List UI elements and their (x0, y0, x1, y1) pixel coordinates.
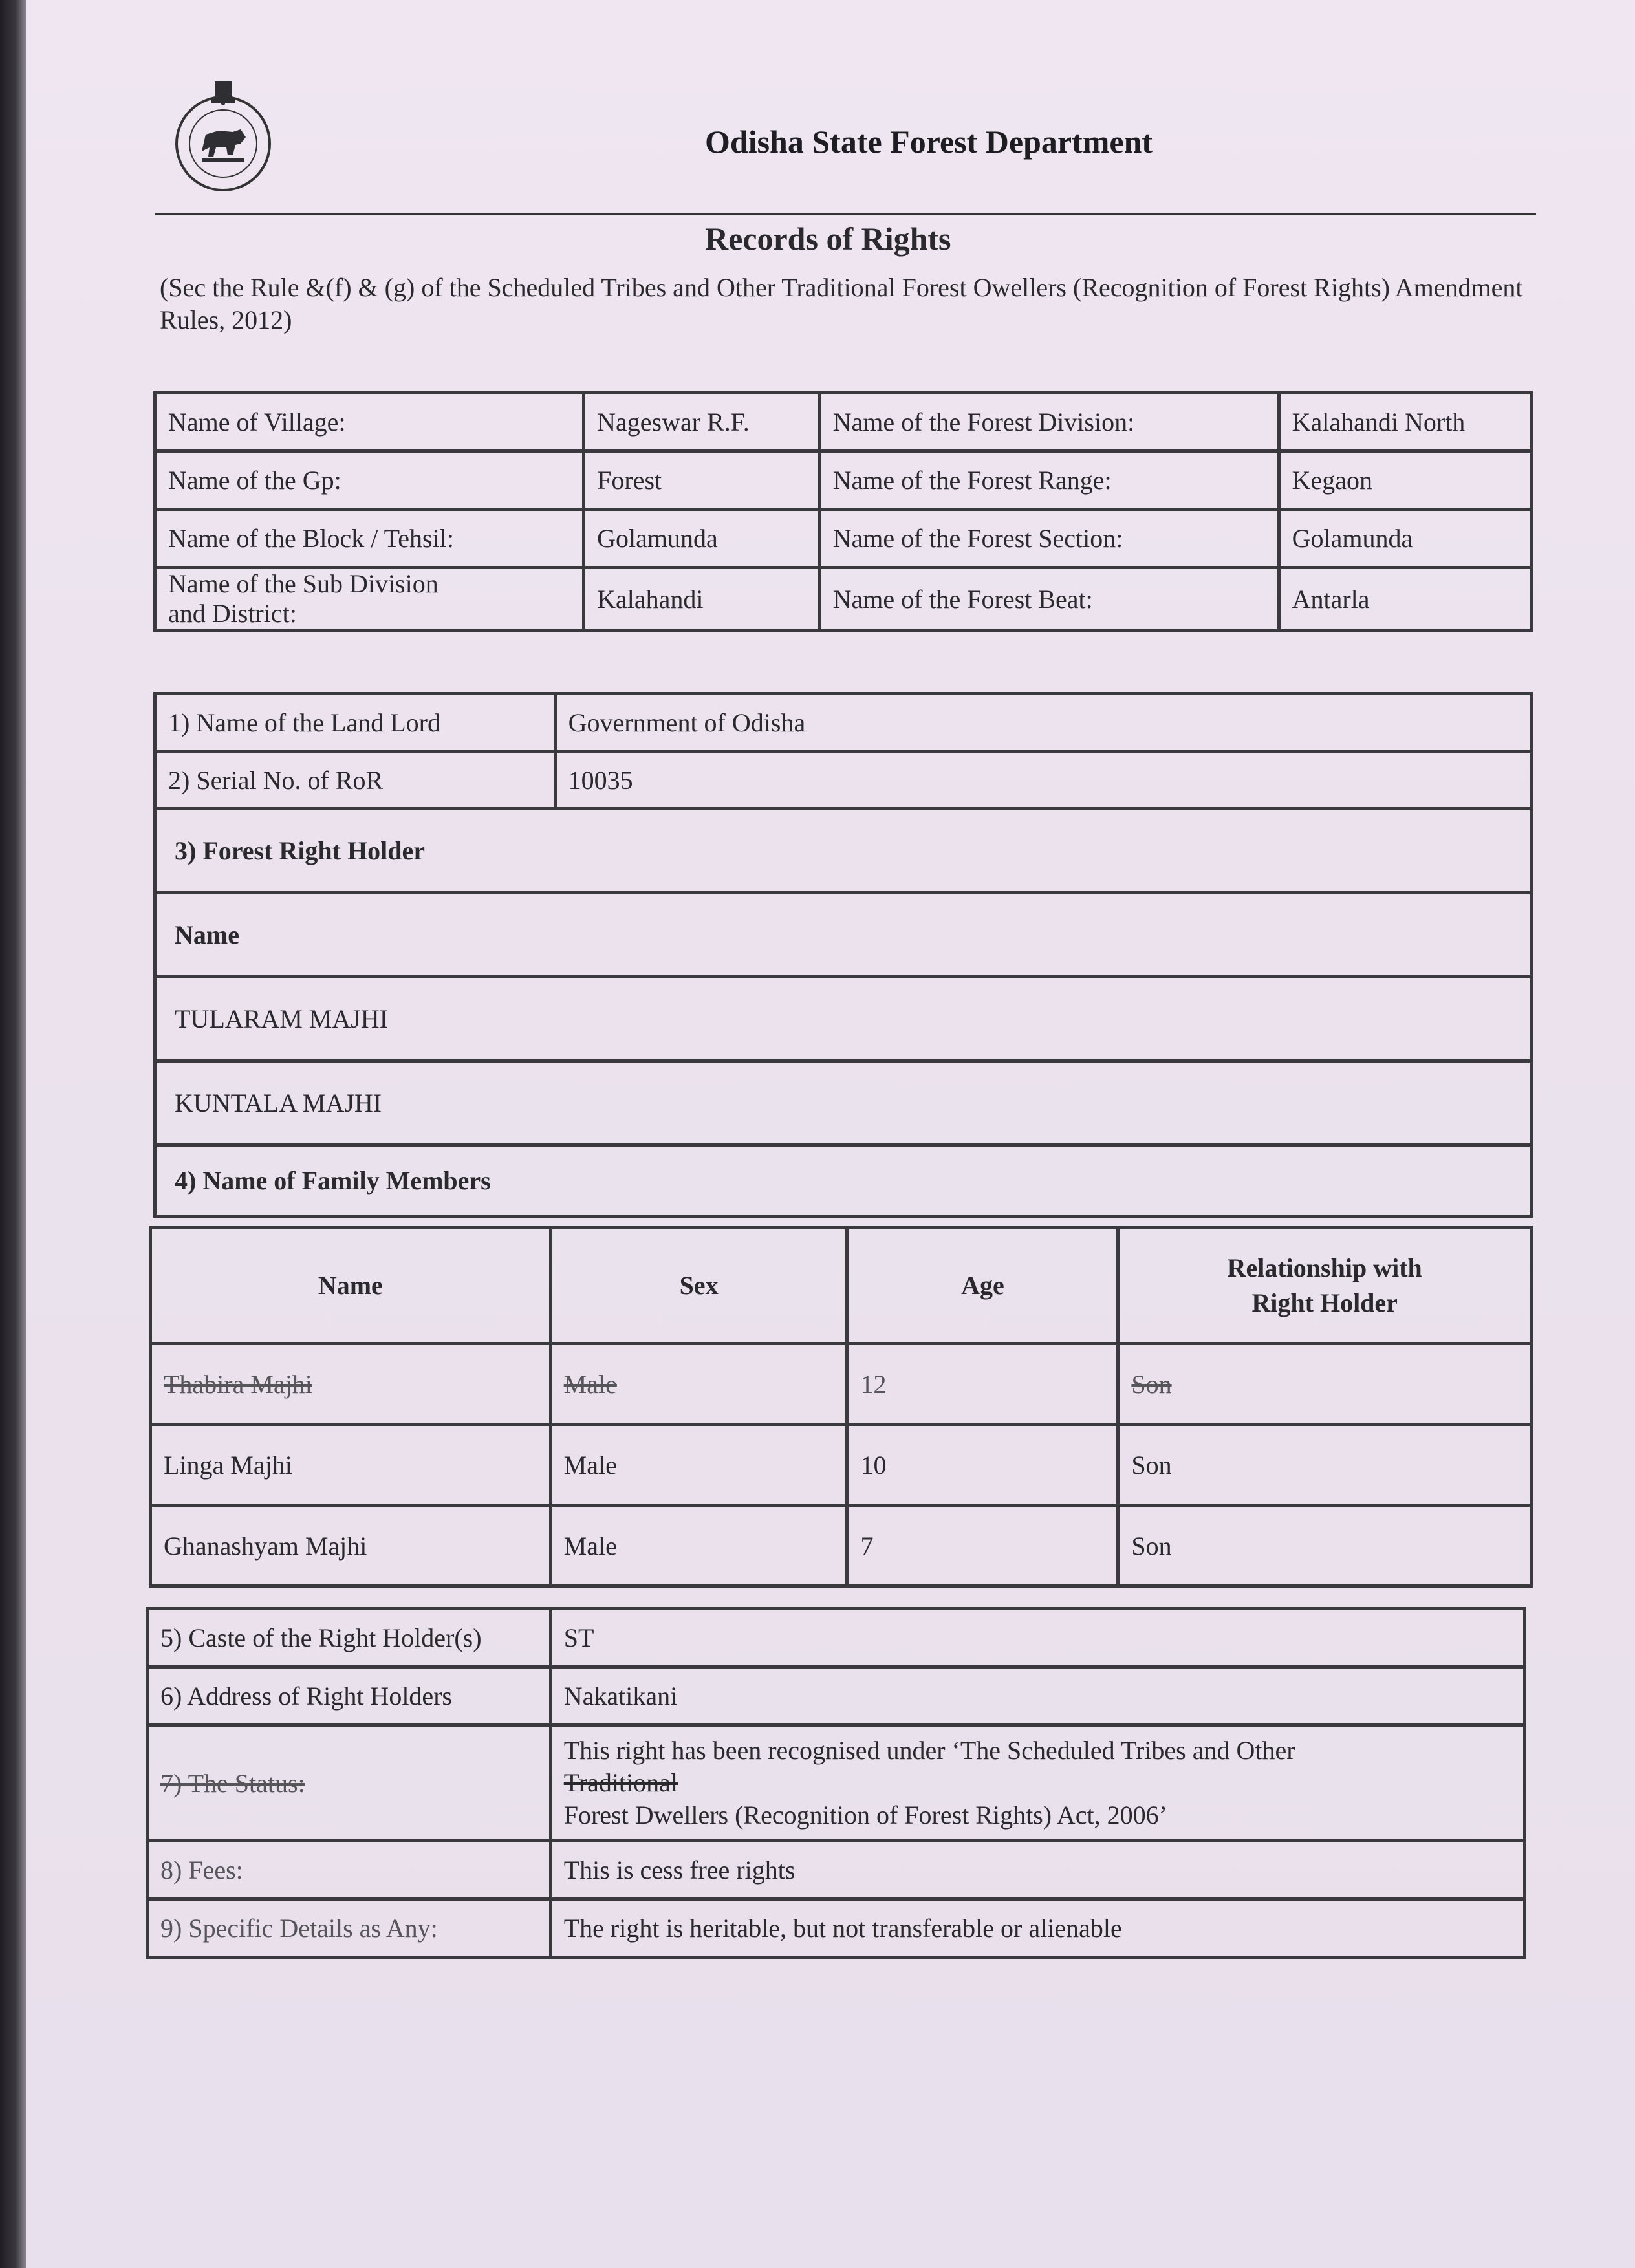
department-title: Odisha State Forest Department (705, 124, 1153, 160)
fees-label: 8) Fees: (147, 1841, 551, 1899)
rights-details-table (146, 1607, 1526, 1959)
gp-label: Name of the Gp: (155, 451, 584, 510)
table-row (147, 1841, 1525, 1899)
caste-value: ST (550, 1609, 1524, 1667)
serial-label: 2) Serial No. of RoR (155, 751, 556, 809)
table-row (147, 1725, 1525, 1841)
col-header-sex: Sex (550, 1227, 847, 1344)
subdivision-label-line-2: and District: (168, 599, 297, 628)
member-relationship: Son (1118, 1506, 1532, 1586)
gp-value: Forest (584, 451, 819, 510)
forest-section-label: Name of the Forest Section: (819, 510, 1279, 568)
member-name: Linga Majhi (151, 1425, 551, 1506)
holder-name-header: Name (155, 893, 1532, 977)
member-relationship: Son (1118, 1425, 1532, 1506)
specific-details-label: 9) Specific Details as Any: (147, 1899, 551, 1958)
table-row (155, 977, 1532, 1061)
col-header-relationship (1118, 1227, 1532, 1344)
subdivision-value: Kalahandi (584, 568, 819, 631)
forest-range-value: Kegaon (1279, 451, 1531, 510)
table-row (155, 1145, 1532, 1216)
landlord-value: Government of Odisha (555, 694, 1531, 751)
member-sex: Male (550, 1425, 847, 1506)
col-header-name: Name (151, 1227, 551, 1344)
odisha-state-emblem-icon (168, 72, 278, 195)
caste-label: 5) Caste of the Right Holder(s) (147, 1609, 551, 1667)
table-row (147, 1609, 1525, 1667)
table-row (155, 1061, 1532, 1145)
table-row (155, 510, 1532, 568)
table-row (151, 1506, 1532, 1586)
forest-beat-value: Antarla (1279, 568, 1531, 631)
document-subtitle: (Sec the Rule &(f) & (g) of the Scheduled Tribes and Other Traditional Forest Owellers (Recognition of Forest Rights) Amendment Rules, 2012) (160, 273, 1523, 334)
subdivision-label-line-1: Name of the Sub Division (168, 569, 439, 598)
address-value: Nakatikani (550, 1667, 1524, 1725)
holder-name: KUNTALA MAJHI (155, 1061, 1532, 1145)
family-members-heading: 4) Name of Family Members (155, 1145, 1532, 1216)
address-label: 6) Address of Right Holders (147, 1667, 551, 1725)
fees-value: This is cess free rights (550, 1841, 1524, 1899)
relationship-header-line-2: Right Holder (1251, 1288, 1398, 1317)
location-table (153, 391, 1533, 632)
col-header-age: Age (847, 1227, 1118, 1344)
village-value: Nageswar R.F. (584, 393, 819, 451)
forest-range-label: Name of the Forest Range: (819, 451, 1279, 510)
right-holder-table (153, 692, 1533, 1218)
table-row (151, 1425, 1532, 1506)
table-row (155, 568, 1532, 631)
table-row (147, 1899, 1525, 1958)
table-row (151, 1344, 1532, 1425)
member-sex: Male (550, 1506, 847, 1586)
table-row (155, 751, 1532, 809)
status-line-1: This right has been recognised under ‘The Scheduled Tribes and Other (563, 1736, 1295, 1765)
relationship-header-line-1: Relationship with (1227, 1253, 1422, 1282)
member-name: Thabira Majhi (151, 1344, 551, 1425)
member-age: 12 (847, 1344, 1118, 1425)
member-name: Ghanashyam Majhi (151, 1506, 551, 1586)
landlord-label: 1) Name of the Land Lord (155, 694, 556, 751)
village-label: Name of Village: (155, 393, 584, 451)
table-row (155, 893, 1532, 977)
subdivision-label (155, 568, 584, 631)
table-header-row (151, 1227, 1532, 1344)
table-row (155, 451, 1532, 510)
serial-value: 10035 (555, 751, 1531, 809)
holder-name: TULARAM MAJHI (155, 977, 1532, 1061)
status-value (550, 1725, 1524, 1841)
family-members-table (149, 1226, 1533, 1588)
status-line-3: Forest Dwellers (Recognition of Forest Rights) Act, 2006’ (563, 1800, 1167, 1830)
block-value: Golamunda (584, 510, 819, 568)
table-row (155, 393, 1532, 451)
header-rule (155, 213, 1536, 215)
table-row (155, 694, 1532, 751)
member-age: 7 (847, 1506, 1118, 1586)
forest-right-holder-heading: 3) Forest Right Holder (155, 809, 1532, 893)
specific-details-value: The right is heritable, but not transferable or alienable (550, 1899, 1524, 1958)
block-label: Name of the Block / Tehsil: (155, 510, 584, 568)
document-title: Records of Rights (705, 221, 951, 257)
member-sex: Male (550, 1344, 847, 1425)
member-relationship: Son (1118, 1344, 1532, 1425)
forest-beat-label: Name of the Forest Beat: (819, 568, 1279, 631)
forest-section-value: Golamunda (1279, 510, 1531, 568)
forest-division-label: Name of the Forest Division: (819, 393, 1279, 451)
scan-binding-edge (0, 0, 26, 2268)
status-label: 7) The Status: (147, 1725, 551, 1841)
forest-division-value: Kalahandi North (1279, 393, 1531, 451)
status-line-2: Traditional (563, 1768, 678, 1797)
table-row (155, 809, 1532, 893)
table-row (147, 1667, 1525, 1725)
member-age: 10 (847, 1425, 1118, 1506)
